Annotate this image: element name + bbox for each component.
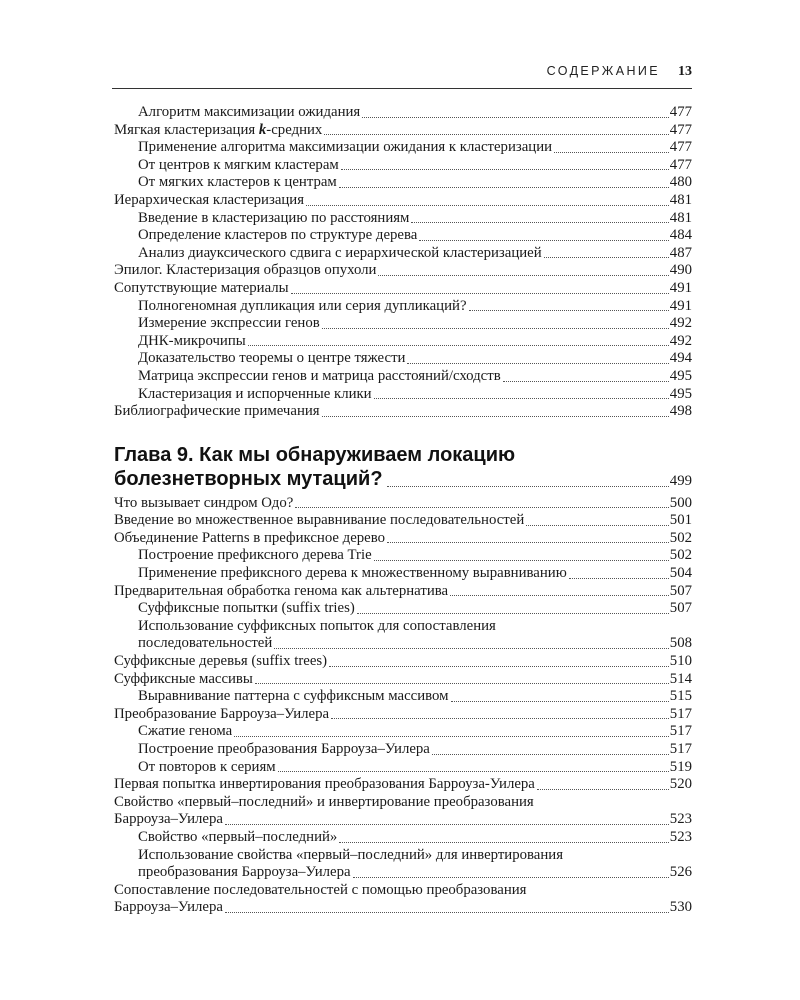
running-head [547,64,692,80]
dot-leader [278,770,669,772]
toc-entry-label: Построение преобразования Барроуза–Уилера [138,741,430,757]
toc-entry-label: Библиографические примечания [114,403,320,420]
dot-leader [339,841,668,843]
toc-entry-label: Анализ диауксического сдвига с иерархической кластеризацией [138,244,542,261]
toc-entry[interactable] [114,882,692,917]
toc-entry-page: 502 [669,547,692,564]
toc-entry[interactable] [114,530,692,548]
toc-entry-page: 507 [669,600,692,617]
dot-leader [291,292,669,294]
dot-leader [234,735,669,737]
dot-leader [274,647,669,649]
toc-entry[interactable] [114,210,692,228]
toc-section-chapter-9 [114,495,692,917]
toc-entry[interactable] [114,547,692,565]
toc-entry-label: Что вызывает синдром Одо? [114,494,294,511]
toc-entry-label: От центров к мягким кластерам [138,156,339,173]
toc-entry[interactable] [114,847,692,882]
toc-entry-label: Выравнивание паттерна с суффиксным массивом [138,688,449,705]
toc-entry-page: 526 [669,864,692,881]
toc-entry-page: 507 [669,582,692,599]
toc-entry[interactable] [114,829,692,847]
toc-entry-page: 484 [669,227,692,244]
toc-entry-page: 517 [669,741,692,757]
toc-entry-page: 477 [669,104,692,120]
toc-entry-page: 530 [669,899,692,916]
toc-entry[interactable] [114,671,692,689]
toc-entry-page: 477 [669,156,692,173]
toc-entry-page: 495 [669,367,692,384]
toc-entry-label: Полногеномная дупликация или серия дупликаций? [138,297,467,314]
dot-leader [554,151,669,153]
toc-entry-label-line-2: Барроуза–Уилера [114,811,223,828]
toc-entry-page: 477 [669,121,692,138]
toc-entry-label: Измерение экспрессии генов [138,315,320,332]
toc-entry[interactable] [114,495,692,513]
toc-entry[interactable] [114,386,692,404]
toc-entry[interactable] [114,174,692,192]
toc-entry-label: Суффиксные деревья (suffix trees) [114,653,328,670]
toc-entry-label: От мягких кластеров к центрам [138,174,337,191]
toc-entry-label-line-1: Свойство «первый–последний» и инвертирование преобразования [114,793,534,810]
dot-leader [469,309,669,311]
dot-leader [322,327,669,329]
toc-entry-label-line-1: Сопоставление последовательностей с помощью преобразования [114,881,527,898]
toc-entry-label: Введение во множественное выравнивание последовательностей [114,512,525,529]
toc-entry-label: Предварительная обработка генома как альтернатива [114,582,449,599]
toc-entry[interactable] [114,280,692,298]
dot-leader [387,541,669,543]
toc-entry-label-part: -средних [266,121,323,138]
dot-leader [225,911,669,913]
toc-entry[interactable] [114,794,692,829]
dot-leader [306,204,669,206]
toc-entry[interactable] [114,104,692,122]
toc-entry[interactable] [114,350,692,368]
toc-entry-label-part: Мягкая кластеризация [114,121,259,138]
toc-entry[interactable] [114,139,692,157]
toc-entry-page: 517 [669,723,692,740]
dot-leader [387,485,669,487]
toc-entry[interactable] [114,618,692,653]
toc-entry[interactable] [114,245,692,263]
toc-entry-page: 520 [669,776,692,793]
toc-entry-page: 498 [669,403,692,420]
chapter-page: 499 [669,473,692,490]
page-number: 13 [678,64,692,79]
header-rule [112,88,692,89]
dot-leader [225,823,669,825]
toc-entry-label: Доказательство теоремы о центре тяжести [138,350,406,367]
toc-entry-page: 502 [669,529,692,546]
toc-entry[interactable] [114,706,692,724]
toc-entry-label: Построение префиксного дерева Trie [138,547,372,564]
toc-entry[interactable] [114,583,692,601]
toc-entry-page: 508 [669,635,692,652]
dot-leader [569,577,669,579]
toc-entry-page: 492 [669,315,692,332]
chapter-9-heading[interactable] [114,443,692,491]
toc-entry-label: Матрица экспрессии генов и матрица расстояний/сходств [138,367,501,384]
toc-entry-label: Иерархическая кластеризация [114,191,305,208]
toc-entry-label-line-2: преобразования Барроуза–Уилера [138,864,351,881]
dot-leader [544,256,669,258]
toc-entry[interactable] [114,776,692,794]
running-head-title: СОДЕРЖАНИЕ [546,64,660,78]
dot-leader [248,344,669,346]
toc-entry-page: 495 [669,385,692,402]
dot-leader [339,186,669,188]
dot-leader [526,524,669,526]
dot-leader [329,665,669,667]
toc-entry-page: 491 [669,279,692,296]
toc-entry-label: Алгоритм максимизации ожидания [138,104,361,120]
toc-entry-label: Сопутствующие материалы [114,279,289,296]
toc-entry-page: 517 [669,705,692,722]
dot-leader [537,788,669,790]
toc-entry[interactable] [114,157,692,175]
toc-entry-page: 481 [669,209,692,226]
toc-entry-label: Преобразование Барроуза–Уилера [114,705,330,722]
toc-entry[interactable] [114,315,692,333]
toc-entry[interactable] [114,688,692,706]
toc-entry[interactable] [114,403,692,421]
toc-entry-label: Кластеризация и испорченные клики [138,385,372,402]
toc-entry-label-line-2: последовательностей [138,635,273,652]
toc-entry-label: Определение кластеров по структуре дерева [138,227,418,244]
dot-leader [450,594,669,596]
toc-entry-label: Объединение Patterns в префиксное дерево [114,529,386,546]
toc-entry-label: ДНК-микрочипы [138,332,246,349]
dot-leader [341,168,669,170]
toc-entry[interactable] [114,723,692,741]
toc-entry-page: 515 [669,688,692,705]
toc-entry-page: 514 [669,670,692,687]
toc-entry-page: 501 [669,512,692,529]
toc-entry-page: 510 [669,653,692,670]
dot-leader [322,415,669,417]
dot-leader [432,753,669,755]
toc-entry-page: 477 [669,139,692,156]
toc-entry-label-line-1: Использование суффиксных попыток для сопоставления [138,617,496,634]
dot-leader [419,239,668,241]
toc-entry[interactable] [114,600,692,618]
toc-entry-label-line-1: Использование свойства «первый–последний» для инвертирования [138,846,564,863]
dot-leader [411,221,668,223]
toc-entry-label-italic: k [258,121,267,138]
toc-entry-label: Суффиксные массивы [114,670,253,687]
toc-entry[interactable] [114,565,692,583]
toc-entry[interactable] [114,298,692,316]
toc-entry-page: 490 [669,262,692,279]
toc-entry-page: 523 [669,811,692,828]
toc-entry-label: Свойство «первый–последний» [138,828,338,845]
dot-leader [353,876,669,878]
dot-leader [503,380,669,382]
toc-entry-label: Сжатие генома [138,723,233,740]
dot-leader [407,362,668,364]
toc-entry-label: Эпилог. Кластеризация образцов опухоли [114,262,377,279]
dot-leader [255,682,669,684]
dot-leader [451,700,669,702]
toc-entry-label [114,122,322,140]
toc-entry[interactable] [114,227,692,245]
toc-entry[interactable] [114,741,692,759]
toc-entry[interactable] [114,368,692,386]
dot-leader [331,717,669,719]
toc-entry-label-line-2: Барроуза–Уилера [114,899,223,916]
toc-entry-page: 481 [669,191,692,208]
toc-entry-label: Введение в кластеризацию по расстояниям [138,209,410,226]
toc-entry-label: Первая попытка инвертирования преобразования Барроуза-Уилера [114,776,535,793]
toc-entry-page: 492 [669,332,692,349]
toc-entry[interactable] [114,759,692,777]
toc-entry[interactable] [114,192,692,210]
toc-entry[interactable] [114,512,692,530]
dot-leader [357,612,669,614]
toc-entry-label: Применение алгоритма максимизации ожидания к кластеризации [138,139,553,156]
toc-entry-page: 519 [669,758,692,775]
table-of-contents [114,104,692,917]
toc-entry-page: 487 [669,244,692,261]
toc-entry[interactable] [114,653,692,671]
toc-entry[interactable] [114,333,692,351]
toc-entry-page: 504 [669,565,692,582]
toc-entry-page: 500 [669,494,692,511]
toc-entry-page: 491 [669,297,692,314]
dot-leader [362,116,669,118]
toc-entry-label: Суффиксные попытки (suffix tries) [138,600,355,617]
dot-leader [324,133,668,135]
toc-entry-page: 480 [669,174,692,191]
toc-entry-page: 523 [669,828,692,845]
toc-entry-label: От повторов к сериям [138,758,276,775]
toc-entry[interactable] [114,122,692,140]
toc-entry[interactable] [114,262,692,280]
chapter-title-line-1: Глава 9. Как мы обнаруживаем локацию [114,443,516,466]
dot-leader [378,274,668,276]
dot-leader [374,397,669,399]
toc-entry-page: 494 [669,350,692,367]
toc-entry-label: Применение префиксного дерева к множественному выравниванию [138,565,567,582]
chapter-title-line-2: болезнетворных мутаций? [114,467,383,490]
dot-leader [295,506,669,508]
dot-leader [374,559,669,561]
toc-section-chapter-8 [114,104,692,421]
